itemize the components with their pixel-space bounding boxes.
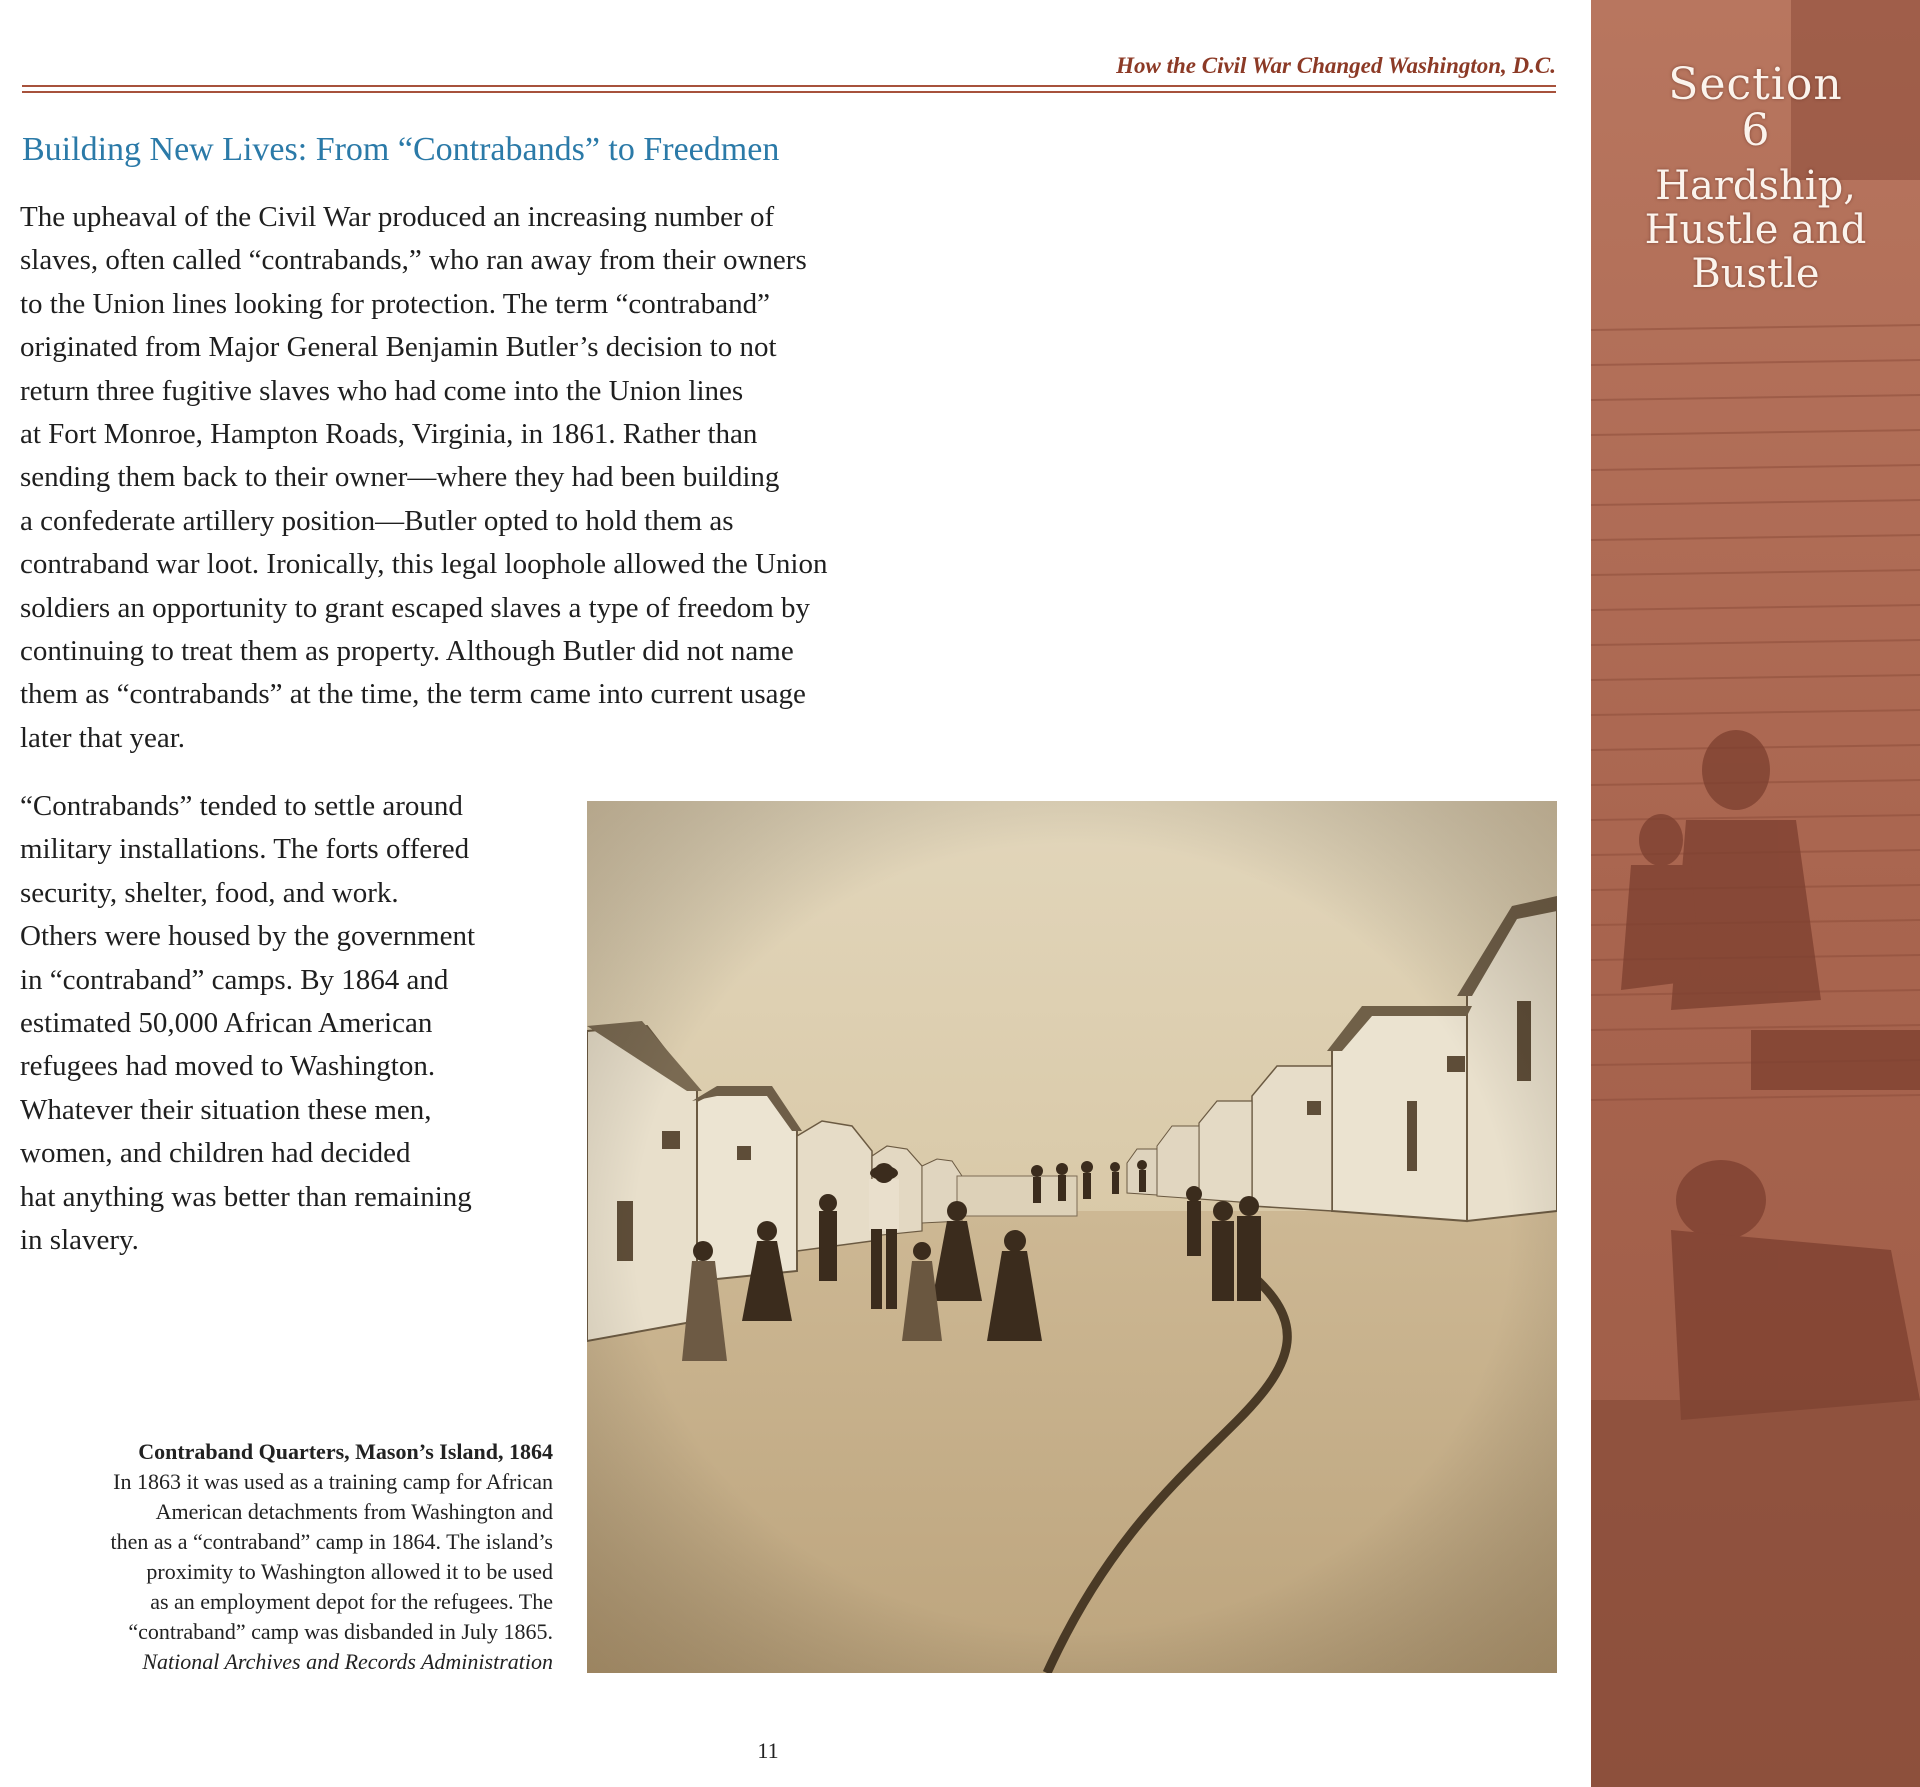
paragraph-line: return three fugitive slaves who had come into the Union lines	[20, 374, 744, 407]
caption-line: as an employment depot for the refugees. The	[150, 1589, 553, 1614]
banner-section-label: Section	[1668, 59, 1843, 110]
paragraph-line: slaves, often called “contrabands,” who ran away from their owners	[20, 244, 807, 277]
paragraph-line: a confederate artillery position—Butler opted to hold them as	[20, 504, 734, 537]
paragraph-line: in “contraband” camps. By 1864 and	[20, 963, 449, 996]
paragraph-line: continuing to treat them as property. Although Butler did not name	[20, 635, 794, 668]
paragraph-line: soldiers an opportunity to grant escaped slaves a type of freedom by	[20, 591, 811, 624]
paragraph-line: women, and children had decided	[20, 1137, 411, 1170]
paragraph-line: contraband war loot. Ironically, this legal loophole allowed the Union	[20, 548, 828, 581]
paragraph-line: estimated 50,000 African American	[20, 1007, 433, 1040]
section-side-banner	[1591, 0, 1920, 1787]
paragraph-line: security, shelter, food, and work.	[20, 876, 399, 909]
article-paragraph-2	[20, 785, 540, 1262]
photo-caption	[40, 1437, 553, 1677]
paragraph-line: in slavery.	[20, 1224, 139, 1257]
banner-section-title	[1591, 164, 1920, 296]
paragraph-line: at Fort Monroe, Hampton Roads, Virginia, in 1861. Rather than	[20, 418, 758, 451]
banner-title-line: Hardship,	[1655, 163, 1856, 209]
caption-title: Contraband Quarters, Mason’s Island, 1864	[138, 1439, 553, 1464]
paragraph-line: them as “contrabands” at the time, the term came into current usage	[20, 678, 806, 711]
caption-line: “contraband” camp was disbanded in July 1865.	[128, 1619, 553, 1644]
page-header	[22, 50, 1556, 92]
contraband-quarters-photo	[587, 801, 1557, 1673]
paragraph-line: originated from Major General Benjamin Butler’s decision to not	[20, 331, 777, 364]
paragraph-line: Whatever their situation these men,	[20, 1093, 432, 1126]
banner-section-number: 6	[1741, 105, 1770, 156]
paragraph-line: hat anything was better than remaining	[20, 1180, 472, 1213]
paragraph-line: Others were housed by the government	[20, 920, 476, 953]
header-rule-bottom	[22, 91, 1556, 93]
caption-line: American detachments from Washington and	[155, 1499, 553, 1524]
caption-line: then as a “contraband” camp in 1864. The island’s	[110, 1529, 553, 1554]
caption-credit: National Archives and Records Administration	[142, 1649, 553, 1674]
banner-title-line: Bustle	[1691, 251, 1820, 297]
banner-text	[1591, 59, 1920, 297]
caption-line: In 1863 it was used as a training camp for African	[113, 1469, 553, 1494]
caption-line: proximity to Washington allowed it to be used	[146, 1559, 553, 1584]
header-rule-top	[22, 85, 1556, 87]
paragraph-line: to the Union lines looking for protection. The term “contraband”	[20, 287, 771, 320]
paragraph-line: military installations. The forts offered	[20, 833, 470, 866]
banner-title-line: Hustle and	[1644, 207, 1867, 253]
paragraph-line: sending them back to their owner—where they had been building	[20, 461, 780, 494]
article-heading: Building New Lives: From “Contrabands” to Freedmen	[22, 131, 780, 168]
paragraph-line: The upheaval of the Civil War produced an increasing number of	[20, 201, 775, 233]
article-paragraph-1	[20, 196, 880, 760]
page-number: 11	[757, 1738, 779, 1763]
paragraph-line: later that year.	[20, 721, 186, 754]
paragraph-line: “Contrabands” tended to settle around	[20, 790, 463, 822]
paragraph-line: refugees had moved to Washington.	[20, 1050, 436, 1083]
running-head: How the Civil War Changed Washington, D.C.	[1116, 53, 1556, 78]
